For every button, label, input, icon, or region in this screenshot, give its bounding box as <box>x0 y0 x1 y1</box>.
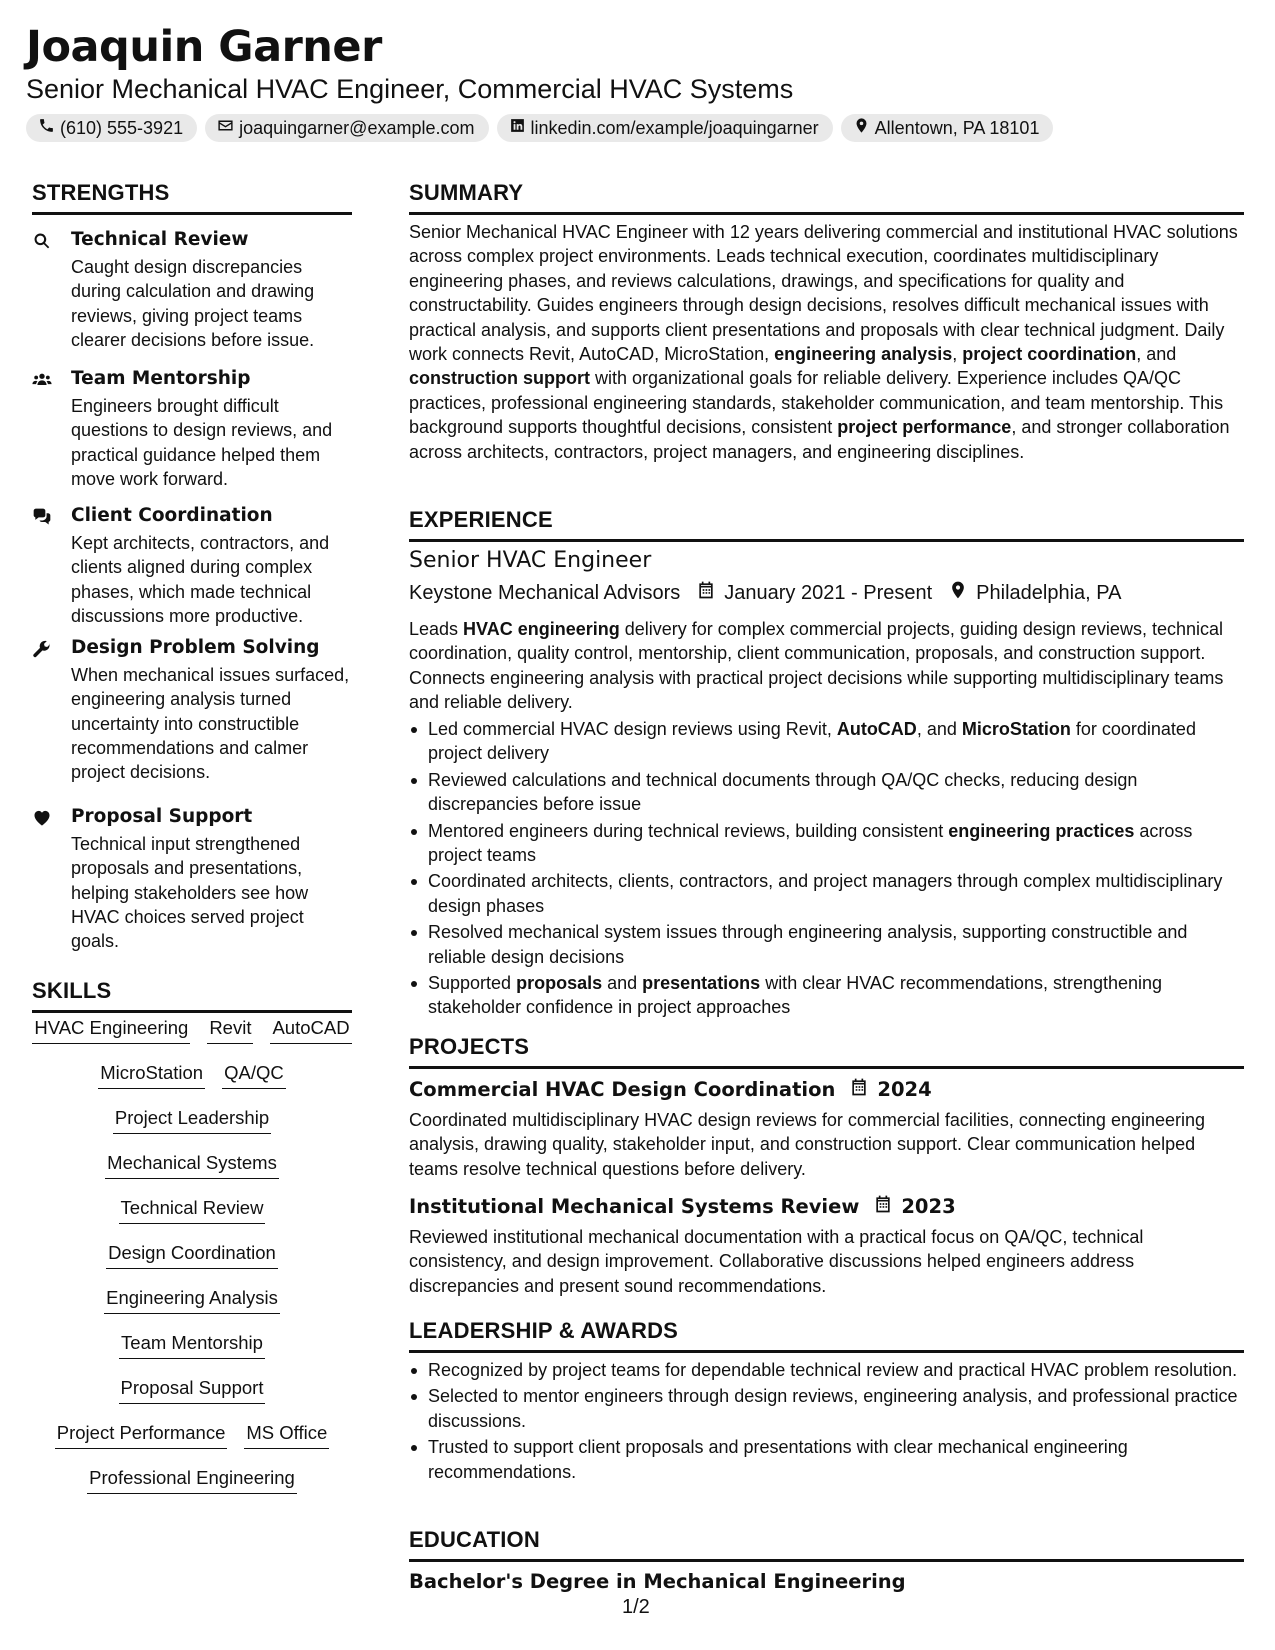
contact-email[interactable] <box>205 114 488 142</box>
page-number: 1/2 <box>622 1596 650 1618</box>
skill-tag: Team Mentorship <box>119 1332 265 1359</box>
skill-row <box>32 1152 352 1197</box>
skill-row <box>32 1242 352 1287</box>
contact-phone-text: (610) 555-3921 <box>60 117 184 138</box>
job-role: Senior HVAC Engineer <box>409 548 652 573</box>
skill-tag: Mechanical Systems <box>105 1152 279 1179</box>
project-title-row <box>409 1194 956 1219</box>
users-icon <box>32 370 54 392</box>
skill-tag: Professional Engineering <box>87 1467 297 1494</box>
skill-row <box>32 1107 352 1152</box>
strength-desc: Engineers brought difficult questions to design reviews, and practical guidance helped them move work forward. <box>71 396 333 489</box>
skill-row <box>32 1062 352 1107</box>
project-year: 2024 <box>877 1078 932 1101</box>
list-item: Selected to mentor engineers through design reviews, engineering analysis, and professional practice discussions. <box>409 1384 1244 1433</box>
list-item: Recognized by project teams for dependable technical review and practical HVAC problem resolution. <box>409 1358 1244 1382</box>
list-item: Led commercial HVAC design reviews using Revit, AutoCAD, and MicroStation for coordinated project delivery <box>409 717 1244 766</box>
skill-row <box>32 1332 352 1377</box>
strength-title: Team Mentorship <box>71 368 251 389</box>
calendar-icon <box>835 1077 877 1102</box>
project-year: 2023 <box>901 1195 956 1218</box>
contact-bar <box>26 114 1053 142</box>
comments-icon <box>32 507 54 529</box>
map-pin-icon <box>948 580 976 606</box>
skill-row <box>32 1287 352 1332</box>
wrench-icon <box>32 639 54 661</box>
experience-heading: EXPERIENCE <box>409 507 1244 542</box>
skill-row <box>32 1017 352 1062</box>
candidate-name: Joaquin Garner <box>26 22 382 72</box>
skill-tag: Design Coordination <box>106 1242 278 1269</box>
skill-tag: Engineering Analysis <box>104 1287 280 1314</box>
skill-tag: Project Leadership <box>113 1107 271 1134</box>
project-title: Institutional Mechanical Systems Review <box>409 1195 860 1218</box>
calendar-icon <box>696 580 724 606</box>
project-title: Commercial HVAC Design Coordination <box>409 1078 836 1101</box>
summary-text: Senior Mechanical HVAC Engineer with 12 years delivering commercial and institutional HVAC solutions across complex project environments. Leads technical execution, coordinates multidisciplinary engineering phases, and reviews calculations, drawings, and specifications for quality and constructability. Guides engineers through design decisions, resolves difficult mechanical issues with practical analysis, and supports client presentations and proposals with clear technical judgment. Daily work connects Revit, AutoCAD, MicroStation, engineering analysis, project coordination, and construction support with organizational goals for reliable delivery. Experience includes QA/QC practices, professional engineering standards, stakeholder communication, and team mentorship. This background supports thoughtful decisions, consistent project performance, and stronger collaboration across architects, contractors, project managers, and engineering disciplines. <box>409 222 1238 462</box>
summary-heading: SUMMARY <box>409 180 1244 215</box>
education-degree: Bachelor's Degree in Mechanical Engineering <box>409 1570 906 1593</box>
contact-phone[interactable] <box>26 114 197 142</box>
list-item: Coordinated architects, clients, contractors, and project managers through complex multidisciplinary design phases <box>409 869 1244 918</box>
skill-row <box>32 1467 352 1512</box>
contact-linkedin-text: linkedin.com/example/joaquingarner <box>530 117 819 138</box>
strength-desc: Kept architects, contractors, and clients aligned during complex phases, which made technical discussions more productive. <box>71 533 330 626</box>
skills-heading: SKILLS <box>32 978 352 1013</box>
skills-list <box>32 1017 352 1512</box>
phone-icon <box>38 117 55 139</box>
job-location: Philadelphia, PA <box>976 581 1122 604</box>
job-dates: January 2021 - Present <box>724 581 933 604</box>
strength-title: Proposal Support <box>71 806 253 827</box>
project-title-row <box>409 1077 932 1102</box>
strength-title: Technical Review <box>71 229 249 250</box>
search-icon <box>32 231 54 253</box>
strength-desc: Technical input strengthened proposals and presentations, helping stakeholders see how HVAC choices served project goals. <box>71 834 309 952</box>
project-desc: Reviewed institutional mechanical documentation with a practical focus on QA/QC, technical consistency, and design improvement. Collaborative discussions helped engineers address discrepancies and present sound recommendations. <box>409 1227 1144 1296</box>
skill-tag: Technical Review <box>119 1197 266 1224</box>
contact-email-text: joaquingarner@example.com <box>239 117 475 138</box>
skill-row <box>32 1377 352 1422</box>
list-item: Reviewed calculations and technical documents through QA/QC checks, reducing design discrepancies before issue <box>409 768 1244 817</box>
strength-title: Client Coordination <box>71 505 273 526</box>
job-bullets <box>409 717 1244 1022</box>
contact-linkedin[interactable] <box>497 114 833 142</box>
contact-location-text: Allentown, PA 18101 <box>874 117 1040 138</box>
skill-tag: MicroStation <box>98 1062 205 1089</box>
job-meta <box>409 580 1121 606</box>
project-desc: Coordinated multidisciplinary HVAC design reviews for commercial facilities, connecting engineering analysis, drawing quality, stakeholder input, and construction support. Clear communication helped teams resolve technical questions before delivery. <box>409 1110 1206 1179</box>
skill-tag: AutoCAD <box>270 1017 351 1044</box>
list-item: Resolved mechanical system issues through engineering analysis, supporting constructible and reliable design decisions <box>409 920 1244 969</box>
skill-tag: HVAC Engineering <box>32 1017 190 1044</box>
list-item: Supported proposals and presentations with clear HVAC recommendations, strengthening stakeholder confidence in project approaches <box>409 971 1244 1020</box>
job-company: Keystone Mechanical Advisors <box>409 581 681 604</box>
job-intro: Leads HVAC engineering delivery for complex commercial projects, guiding design reviews, technical coordination, quality control, mentorship, client communication, proposals, and construction support. Connects engineering analysis with practical project decisions while supporting multidisciplinary teams and reliable delivery. <box>409 619 1224 713</box>
list-item: Mentored engineers during technical reviews, building consistent engineering practices across project teams <box>409 819 1244 868</box>
strength-desc: When mechanical issues surfaced, engineering analysis turned uncertainty into constructible recommendations and calmer project decisions. <box>71 665 350 783</box>
skill-row <box>32 1197 352 1242</box>
heart-icon <box>32 808 54 830</box>
skill-tag: MS Office <box>244 1422 329 1449</box>
leadership-heading: LEADERSHIP & AWARDS <box>409 1318 1244 1353</box>
leadership-bullets <box>409 1358 1244 1486</box>
skill-tag: Revit <box>207 1017 253 1044</box>
linkedin-icon <box>509 117 526 139</box>
skill-tag: Proposal Support <box>119 1377 266 1404</box>
map-pin-icon <box>853 117 870 139</box>
calendar-icon <box>859 1194 901 1219</box>
skill-row <box>32 1422 352 1467</box>
education-heading: EDUCATION <box>409 1527 1244 1562</box>
projects-heading: PROJECTS <box>409 1034 1244 1069</box>
strength-title: Design Problem Solving <box>71 637 320 658</box>
strength-desc: Caught design discrepancies during calculation and drawing reviews, giving project teams clearer decisions before issue. <box>71 257 315 350</box>
candidate-title: Senior Mechanical HVAC Engineer, Commercial HVAC Systems <box>26 74 794 104</box>
skill-tag: Project Performance <box>55 1422 228 1449</box>
strengths-heading: STRENGTHS <box>32 180 352 215</box>
list-item: Trusted to support client proposals and presentations with clear mechanical engineering recommendations. <box>409 1435 1244 1484</box>
envelope-icon <box>217 117 234 139</box>
contact-location <box>841 114 1054 142</box>
skill-tag: QA/QC <box>222 1062 286 1089</box>
